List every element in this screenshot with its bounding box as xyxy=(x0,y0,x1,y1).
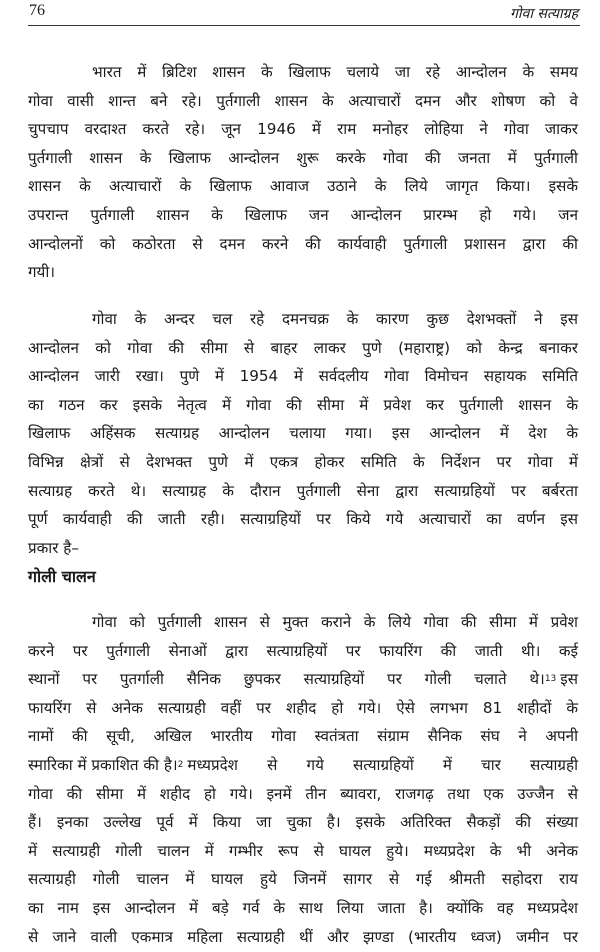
running-title: गोवा सत्याग्रह xyxy=(510,6,578,22)
line-text: स्थानों पर पुतर्गाली सैनिक छुपकर सत्याग्रहियों पर गोली चलाते थे। xyxy=(28,670,545,689)
paragraph-line: सत्याग्रही गोली चालन में घायल हुये जिनमें सागर से गई श्रीमती सहोदरा राय xyxy=(28,870,578,889)
paragraph-line: खिलाफ अहिंसक सत्याग्रह आन्दोलन चलाया गया। इस आन्दोलन में देश के xyxy=(28,424,578,443)
paragraph-line: गोवा को पुर्तगाली शासन से मुक्त कराने के लिये गोवा की सीमा में प्रवेश xyxy=(92,613,578,631)
paragraph-line: शासन के अत्याचारों के खिलाफ आवाज उठाने के लिये जागृत किया। इसके xyxy=(28,177,578,196)
paragraph-line: उपरान्त पुर्तगाली शासन के खिलाफ जन आन्दोलन प्रारम्भ हो गये। जन xyxy=(28,206,578,224)
paragraph-line: से जाने वाली एकमात्र महिला सत्याग्रही थीं और झण्डा (भारतीय ध्वज) जमीन पर xyxy=(28,927,578,946)
paragraph-line: प्रकार है– xyxy=(28,538,79,557)
paragraph-line xyxy=(28,751,578,779)
paragraph-line: का गठन कर इसके नेतृत्व में गोवा की सीमा में प्रवेश कर पुर्तगाली शासन के xyxy=(28,395,578,414)
paragraph-line: सत्याग्रह करते थे। सत्याग्रह के दौरान पुर्तगाली सेना द्वारा सत्याग्रहियों पर बर्बरता xyxy=(28,481,578,500)
line-text: मध्यप्रदेश से गये सत्याग्रहियों में चार सत्याग्रही xyxy=(187,756,578,774)
paragraph-line: गोवा की सीमा में शहीद हो गये। इनमें तीन ब्यावरा, राजगढ़ तथा एक उज्जैन से xyxy=(28,784,578,803)
paragraph-line: भारत में ब्रिटिश शासन के खिलाफ चलाये जा रहे आन्दोलन के समय xyxy=(92,63,578,81)
paragraph-line: पुर्तगाली शासन के खिलाफ आन्दोलन शुरू करके गोवा की जनता में पुर्तगाली xyxy=(28,148,578,167)
page-number: 76 xyxy=(29,2,45,19)
paragraph-line: चुपचाप वरदाश्त करते रहे। जून 1946 में राम मनोहर लोहिया ने गोवा जाकर xyxy=(28,120,578,139)
paragraph-line: करने पर पुर्तगाली सेनाओं द्वारा सत्याग्रहियों पर फायरिंग की जाती थी। कई xyxy=(28,641,578,660)
paragraph-line: का नाम इस आन्दोलन में बड़े गर्व के साथ लिया जाता है। क्योंकि वह मध्यप्रदेश xyxy=(28,899,578,917)
paragraph-line: विभिन्न क्षेत्रों से देशभक्त पुणे में एकत्र होकर समिति के निर्देशन पर गोवा में xyxy=(28,453,578,471)
paragraph-line: आन्दोलनों को कठोरता से दमन करने की कार्यवाही पुर्तगाली प्रशासन द्वारा की xyxy=(28,234,578,253)
line-text: इस xyxy=(560,670,578,689)
paragraph-line: गोवा के अन्दर चल रहे दमनचक्र के कारण कुछ देशभक्तों ने इस xyxy=(92,310,578,328)
paragraph-line: आन्दोलन जारी रखा। पुणे में 1954 में सर्वदलीय गोवा विमोचन सहायक समिति xyxy=(28,367,578,386)
paragraph-line: में सत्याग्रही गोली चालन में गम्भीर रूप से घायल हुये। मध्यप्रदेश के भी अनेक xyxy=(28,841,578,860)
paragraph-line: फायरिंग से अनेक सत्याग्रही वहीं पर शहीद हो गये। ऐसे लगभग 81 शहीदों के xyxy=(28,698,578,717)
footnote-marker: 2 xyxy=(177,760,184,770)
paragraph-line: नामों की सूची, अखिल भारतीय गोवा स्वतंत्रता संग्राम सैनिक संघ ने अपनी xyxy=(28,727,578,746)
paragraph-line: गोवा वासी शान्त बने रहे। पुर्तगाली शासन के अत्याचारों दमन और शोषण को वे xyxy=(28,91,578,110)
paragraph-line: हैं। इनका उल्लेख पूर्व में किया जा चुका है। इसके अतिरिक्त सैकड़ों की संख्या xyxy=(28,813,578,832)
paragraph-line: आन्दोलन को गोवा की सीमा से बाहर लाकर पुणे (महाराष्ट्र) को केन्द्र बनाकर xyxy=(28,338,578,357)
section-heading: गोली चालन xyxy=(28,567,96,586)
header-rule xyxy=(28,25,580,26)
line-text: स्मारिका में प्रकाशित की है। xyxy=(28,756,178,774)
paragraph-line: पूर्ण कार्यवाही की जाती रही। सत्याग्रहियों पर किये गये अत्याचारों का वर्णन इस xyxy=(28,510,578,529)
paragraph-line xyxy=(28,665,578,693)
paragraph-line: गयी। xyxy=(28,263,56,282)
footnote-marker: 13 xyxy=(544,674,557,685)
